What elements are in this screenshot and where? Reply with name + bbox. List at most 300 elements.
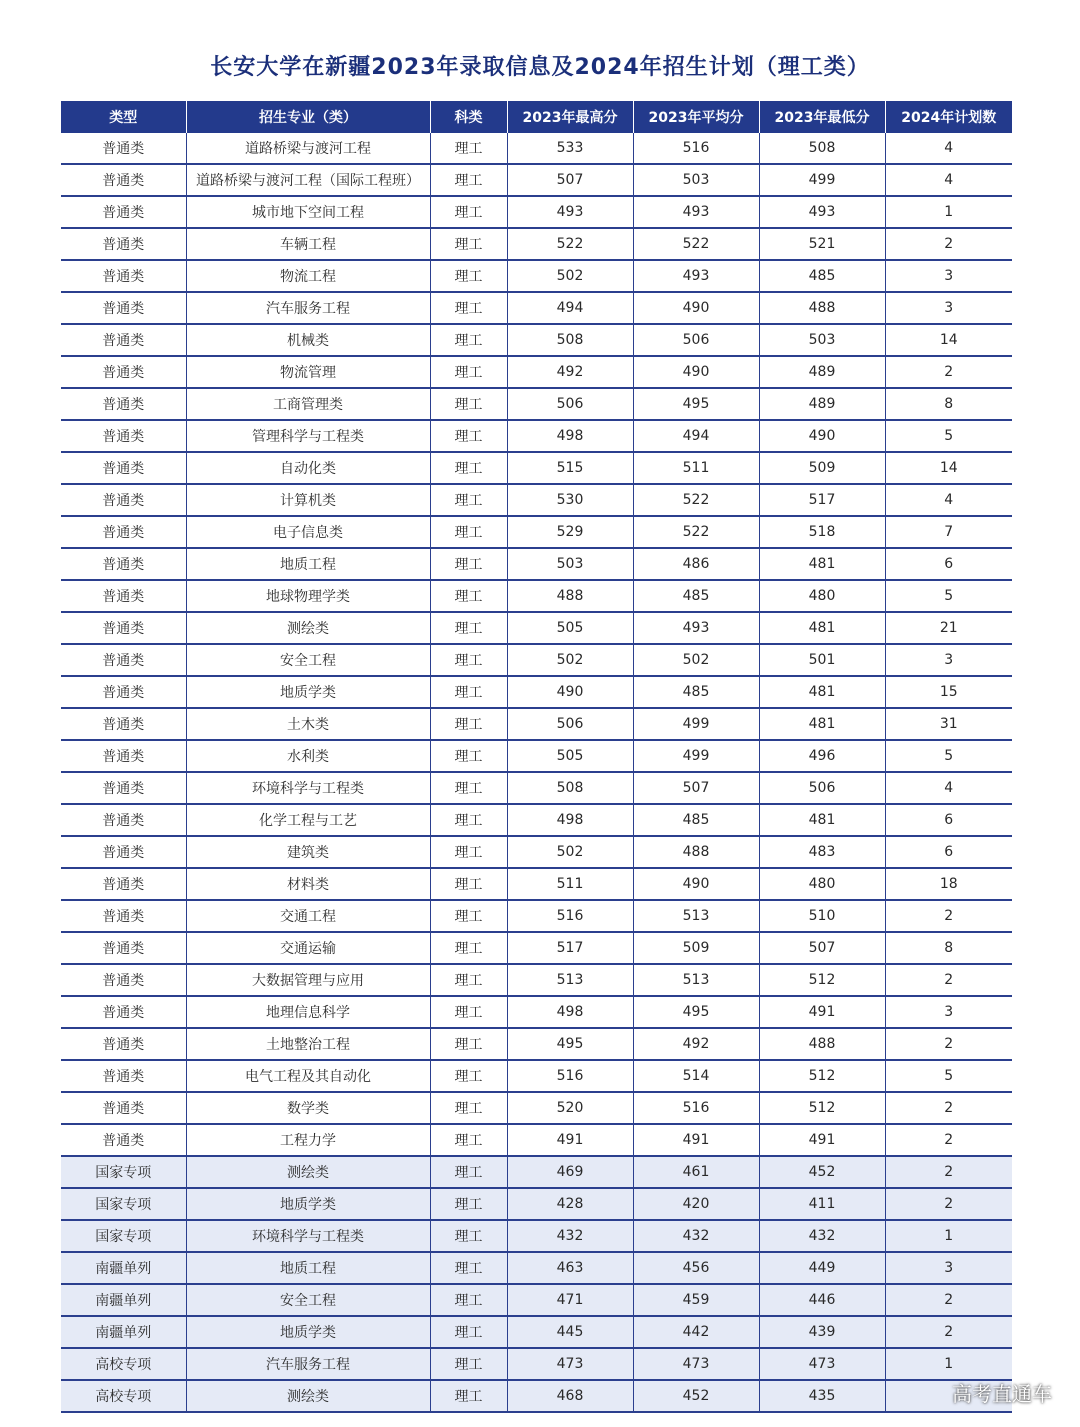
table-cell: 439 <box>759 1316 885 1348</box>
table-cell: 普通类 <box>61 868 186 900</box>
table-cell: 488 <box>759 292 885 324</box>
table-cell: 普通类 <box>61 676 186 708</box>
table-cell: 2 <box>885 1316 1012 1348</box>
table-cell: 3 <box>885 996 1012 1028</box>
table-cell: 491 <box>759 1124 885 1156</box>
table-body <box>61 133 1012 1412</box>
table-cell: 南疆单列 <box>61 1316 186 1348</box>
table-row <box>61 356 1012 388</box>
table-cell: 道路桥梁与渡河工程 <box>186 133 430 164</box>
table-cell: 理工 <box>430 420 507 452</box>
table-cell: 理工 <box>430 1028 507 1060</box>
table-cell: 493 <box>633 260 759 292</box>
table-cell: 理工 <box>430 1060 507 1092</box>
column-header: 2023年最低分 <box>759 101 885 133</box>
table-row <box>61 676 1012 708</box>
table-cell: 国家专项 <box>61 1220 186 1252</box>
table-cell: 481 <box>759 548 885 580</box>
table-cell: 普通类 <box>61 164 186 196</box>
table-cell: 理工 <box>430 708 507 740</box>
table-cell: 理工 <box>430 644 507 676</box>
table-row <box>61 1316 1012 1348</box>
table-cell: 489 <box>759 388 885 420</box>
table-cell: 理工 <box>430 324 507 356</box>
table-cell: 480 <box>759 868 885 900</box>
table-cell: 2 <box>885 1124 1012 1156</box>
table-cell: 普通类 <box>61 740 186 772</box>
table-cell: 452 <box>759 1156 885 1188</box>
table-cell: 513 <box>507 964 633 996</box>
table-cell: 494 <box>507 292 633 324</box>
table-cell: 2 <box>885 1188 1012 1220</box>
table-cell: 490 <box>633 292 759 324</box>
table-cell: 499 <box>633 740 759 772</box>
table-cell: 516 <box>507 900 633 932</box>
table-cell: 496 <box>759 740 885 772</box>
table-cell: 491 <box>633 1124 759 1156</box>
table-cell: 地理信息科学 <box>186 996 430 1028</box>
table-cell: 测绘类 <box>186 1380 430 1412</box>
table-cell: 4 <box>885 133 1012 164</box>
table-cell: 地质工程 <box>186 548 430 580</box>
table-cell: 495 <box>633 388 759 420</box>
table-cell: 普通类 <box>61 420 186 452</box>
table-header <box>61 101 1012 133</box>
table-cell: 445 <box>507 1316 633 1348</box>
table-cell: 理工 <box>430 516 507 548</box>
table-row <box>61 196 1012 228</box>
table-cell: 420 <box>633 1188 759 1220</box>
table-cell: 普通类 <box>61 324 186 356</box>
table-cell: 机械类 <box>186 324 430 356</box>
table-cell: 499 <box>633 708 759 740</box>
table-row <box>61 260 1012 292</box>
table-cell: 522 <box>633 484 759 516</box>
table-cell: 普通类 <box>61 388 186 420</box>
table-cell: 理工 <box>430 964 507 996</box>
table-cell: 理工 <box>430 1124 507 1156</box>
table-cell: 普通类 <box>61 356 186 388</box>
table-cell: 533 <box>507 133 633 164</box>
table-cell: 502 <box>633 644 759 676</box>
table-row <box>61 996 1012 1028</box>
table-cell: 508 <box>507 324 633 356</box>
table-cell: 473 <box>759 1348 885 1380</box>
table-cell: 505 <box>507 740 633 772</box>
table-cell: 理工 <box>430 836 507 868</box>
table-cell: 485 <box>633 676 759 708</box>
table-cell: 理工 <box>430 868 507 900</box>
table-cell: 1 <box>885 1220 1012 1252</box>
table-cell: 513 <box>633 964 759 996</box>
table-cell: 测绘类 <box>186 1156 430 1188</box>
table-cell: 494 <box>633 420 759 452</box>
table-cell: 459 <box>633 1284 759 1316</box>
table-cell: 522 <box>633 228 759 260</box>
table-cell: 463 <box>507 1252 633 1284</box>
table-cell: 485 <box>633 804 759 836</box>
table-cell: 理工 <box>430 996 507 1028</box>
table-cell: 490 <box>507 676 633 708</box>
table-cell: 481 <box>759 612 885 644</box>
table-cell: 516 <box>507 1060 633 1092</box>
table-row <box>61 836 1012 868</box>
table-cell: 国家专项 <box>61 1156 186 1188</box>
table-cell: 理工 <box>430 1188 507 1220</box>
table-row <box>61 580 1012 612</box>
table-cell: 普通类 <box>61 452 186 484</box>
table-row <box>61 644 1012 676</box>
table-cell: 31 <box>885 708 1012 740</box>
table-row <box>61 292 1012 324</box>
table-cell: 493 <box>633 612 759 644</box>
table-cell: 5 <box>885 1060 1012 1092</box>
table-cell: 516 <box>633 1092 759 1124</box>
table-cell: 2 <box>885 228 1012 260</box>
table-row <box>61 1252 1012 1284</box>
table-row <box>61 740 1012 772</box>
table-cell: 普通类 <box>61 836 186 868</box>
table-cell: 1 <box>885 196 1012 228</box>
table-cell: 城市地下空间工程 <box>186 196 430 228</box>
table-cell: 高校专项 <box>61 1380 186 1412</box>
table-row <box>61 804 1012 836</box>
table-cell: 理工 <box>430 133 507 164</box>
table-cell: 普通类 <box>61 580 186 612</box>
table-cell: 452 <box>633 1380 759 1412</box>
table-cell: 485 <box>633 580 759 612</box>
table-cell: 测绘类 <box>186 612 430 644</box>
table-cell: 7 <box>885 516 1012 548</box>
table-cell: 517 <box>507 932 633 964</box>
table-row <box>61 388 1012 420</box>
table-cell: 522 <box>507 228 633 260</box>
column-header: 招生专业（类） <box>186 101 430 133</box>
table-cell: 488 <box>759 1028 885 1060</box>
table-cell: 3 <box>885 644 1012 676</box>
table-cell: 2 <box>885 964 1012 996</box>
table-cell: 18 <box>885 868 1012 900</box>
table-row <box>61 900 1012 932</box>
table-cell: 理工 <box>430 900 507 932</box>
table-cell: 518 <box>759 516 885 548</box>
table-cell: 488 <box>633 836 759 868</box>
table-cell: 521 <box>759 228 885 260</box>
table-cell: 486 <box>633 548 759 580</box>
table-cell: 511 <box>507 868 633 900</box>
table-row <box>61 164 1012 196</box>
table-cell: 普通类 <box>61 1124 186 1156</box>
table-cell: 普通类 <box>61 900 186 932</box>
table-cell: 435 <box>759 1380 885 1412</box>
table-cell: 地质学类 <box>186 1316 430 1348</box>
table-row <box>61 964 1012 996</box>
table-cell: 485 <box>759 260 885 292</box>
table-row <box>61 1284 1012 1316</box>
table-row <box>61 1188 1012 1220</box>
table-cell: 469 <box>507 1156 633 1188</box>
table-cell: 502 <box>507 260 633 292</box>
table-cell: 492 <box>633 1028 759 1060</box>
table-cell: 计算机类 <box>186 484 430 516</box>
table-row <box>61 484 1012 516</box>
table-cell: 道路桥梁与渡河工程（国际工程班） <box>186 164 430 196</box>
table-cell: 503 <box>507 548 633 580</box>
table-cell: 456 <box>633 1252 759 1284</box>
table-cell: 理工 <box>430 1348 507 1380</box>
table-row <box>61 1380 1012 1412</box>
table-cell: 514 <box>633 1060 759 1092</box>
table-cell: 498 <box>507 804 633 836</box>
table-cell: 理工 <box>430 1284 507 1316</box>
table-cell: 电子信息类 <box>186 516 430 548</box>
table-cell: 506 <box>507 708 633 740</box>
table-cell: 交通运输 <box>186 932 430 964</box>
table-cell: 理工 <box>430 1092 507 1124</box>
table-cell: 普通类 <box>61 228 186 260</box>
table-cell: 489 <box>759 356 885 388</box>
table-cell: 理工 <box>430 356 507 388</box>
table-cell: 土地整治工程 <box>186 1028 430 1060</box>
table-cell: 495 <box>633 996 759 1028</box>
table-cell: 理工 <box>430 452 507 484</box>
table-cell: 工商管理类 <box>186 388 430 420</box>
table-cell: 522 <box>633 516 759 548</box>
column-header: 2023年最高分 <box>507 101 633 133</box>
table-cell: 3 <box>885 1252 1012 1284</box>
table-cell: 2 <box>885 1092 1012 1124</box>
table-cell: 473 <box>507 1348 633 1380</box>
table-cell: 4 <box>885 772 1012 804</box>
table-cell: 材料类 <box>186 868 430 900</box>
table-cell: 普通类 <box>61 612 186 644</box>
table-cell: 普通类 <box>61 133 186 164</box>
table-cell: 物流管理 <box>186 356 430 388</box>
table-cell: 安全工程 <box>186 644 430 676</box>
table-cell: 490 <box>759 420 885 452</box>
table-cell: 2 <box>885 900 1012 932</box>
table-cell: 理工 <box>430 548 507 580</box>
table-cell: 普通类 <box>61 772 186 804</box>
table-cell: 498 <box>507 420 633 452</box>
table-cell: 理工 <box>430 612 507 644</box>
table-cell: 理工 <box>430 1220 507 1252</box>
table-cell: 480 <box>759 580 885 612</box>
header-row <box>61 101 1012 133</box>
table-cell: 449 <box>759 1252 885 1284</box>
table-cell: 理工 <box>430 740 507 772</box>
table-row <box>61 324 1012 356</box>
table-cell: 473 <box>633 1348 759 1380</box>
table-row <box>61 612 1012 644</box>
table-cell: 501 <box>759 644 885 676</box>
table-cell: 502 <box>507 644 633 676</box>
table-cell: 490 <box>633 356 759 388</box>
table-row <box>61 1156 1012 1188</box>
watermark: 高考直通车 <box>952 1382 1052 1406</box>
table-cell: 4 <box>885 164 1012 196</box>
table-cell: 工程力学 <box>186 1124 430 1156</box>
table-cell: 15 <box>885 676 1012 708</box>
table-row <box>61 1220 1012 1252</box>
table-cell: 数学类 <box>186 1092 430 1124</box>
table-cell: 普通类 <box>61 996 186 1028</box>
table-cell: 490 <box>633 868 759 900</box>
table-cell: 汽车服务工程 <box>186 292 430 324</box>
table-cell: 5 <box>885 420 1012 452</box>
table-cell: 492 <box>507 356 633 388</box>
table-cell: 普通类 <box>61 260 186 292</box>
table-cell: 498 <box>507 996 633 1028</box>
table-cell: 理工 <box>430 580 507 612</box>
table-cell: 5 <box>885 580 1012 612</box>
table-cell: 理工 <box>430 164 507 196</box>
table-cell: 4 <box>885 484 1012 516</box>
table-cell: 水利类 <box>186 740 430 772</box>
table-cell: 物流工程 <box>186 260 430 292</box>
table-cell: 理工 <box>430 932 507 964</box>
table-cell: 481 <box>759 676 885 708</box>
table-cell: 南疆单列 <box>61 1284 186 1316</box>
table-cell: 理工 <box>430 228 507 260</box>
table-cell: 环境科学与工程类 <box>186 1220 430 1252</box>
table-row <box>61 708 1012 740</box>
table-cell: 508 <box>507 772 633 804</box>
table-cell: 理工 <box>430 772 507 804</box>
table-cell: 481 <box>759 804 885 836</box>
table-row <box>61 548 1012 580</box>
table-cell: 512 <box>759 964 885 996</box>
table-row <box>61 516 1012 548</box>
table-cell: 491 <box>507 1124 633 1156</box>
table-cell: 507 <box>633 772 759 804</box>
table-cell: 理工 <box>430 292 507 324</box>
table-cell: 普通类 <box>61 292 186 324</box>
table-cell: 461 <box>633 1156 759 1188</box>
table-cell: 502 <box>507 836 633 868</box>
table-cell: 14 <box>885 452 1012 484</box>
table-cell: 普通类 <box>61 932 186 964</box>
table-row <box>61 1348 1012 1380</box>
table-cell: 468 <box>507 1380 633 1412</box>
table-row <box>61 228 1012 260</box>
table-row <box>61 1028 1012 1060</box>
table-cell: 普通类 <box>61 1060 186 1092</box>
table-row <box>61 452 1012 484</box>
table-cell: 建筑类 <box>186 836 430 868</box>
table-cell: 管理科学与工程类 <box>186 420 430 452</box>
table-cell: 理工 <box>430 1380 507 1412</box>
table-cell: 1 <box>885 1348 1012 1380</box>
table-cell: 自动化类 <box>186 452 430 484</box>
column-header: 科类 <box>430 101 507 133</box>
table-cell: 理工 <box>430 388 507 420</box>
table-cell: 508 <box>759 133 885 164</box>
table-cell: 车辆工程 <box>186 228 430 260</box>
column-header: 类型 <box>61 101 186 133</box>
table-cell: 471 <box>507 1284 633 1316</box>
page-title: 长安大学在新疆2023年录取信息及2024年招生计划（理工类） <box>210 55 870 80</box>
table-cell: 512 <box>759 1060 885 1092</box>
table-cell: 普通类 <box>61 964 186 996</box>
table-cell: 普通类 <box>61 516 186 548</box>
table-cell: 高校专项 <box>61 1348 186 1380</box>
table-cell: 442 <box>633 1316 759 1348</box>
table-row <box>61 932 1012 964</box>
table-cell: 理工 <box>430 676 507 708</box>
table-cell: 化学工程与工艺 <box>186 804 430 836</box>
table-cell: 411 <box>759 1188 885 1220</box>
table-cell: 3 <box>885 260 1012 292</box>
table-cell: 481 <box>759 708 885 740</box>
table-cell: 6 <box>885 836 1012 868</box>
table-cell: 499 <box>759 164 885 196</box>
table-cell: 理工 <box>430 196 507 228</box>
table-cell: 理工 <box>430 1252 507 1284</box>
table-row <box>61 1060 1012 1092</box>
table-cell: 432 <box>633 1220 759 1252</box>
table-cell: 507 <box>507 164 633 196</box>
table-cell: 2 <box>885 1284 1012 1316</box>
table-cell: 理工 <box>430 484 507 516</box>
table-cell: 14 <box>885 324 1012 356</box>
table-cell: 普通类 <box>61 484 186 516</box>
table-cell: 普通类 <box>61 548 186 580</box>
table-cell: 509 <box>759 452 885 484</box>
table-cell: 511 <box>633 452 759 484</box>
table-cell: 安全工程 <box>186 1284 430 1316</box>
table-row <box>61 1124 1012 1156</box>
table-cell: 南疆单列 <box>61 1252 186 1284</box>
table-cell: 520 <box>507 1092 633 1124</box>
table-cell: 503 <box>759 324 885 356</box>
table-cell: 理工 <box>430 260 507 292</box>
table-cell: 488 <box>507 580 633 612</box>
table-cell: 5 <box>885 740 1012 772</box>
table-cell: 2 <box>885 356 1012 388</box>
table-cell: 3 <box>885 292 1012 324</box>
table-cell: 432 <box>507 1220 633 1252</box>
table-cell: 汽车服务工程 <box>186 1348 430 1380</box>
table-cell: 普通类 <box>61 1092 186 1124</box>
table-row <box>61 420 1012 452</box>
table-cell: 493 <box>507 196 633 228</box>
table-cell: 8 <box>885 388 1012 420</box>
table-cell: 普通类 <box>61 1028 186 1060</box>
column-header: 2023年平均分 <box>633 101 759 133</box>
column-header: 2024年计划数 <box>885 101 1012 133</box>
table-cell: 国家专项 <box>61 1188 186 1220</box>
table-cell: 6 <box>885 804 1012 836</box>
table-cell: 地球物理学类 <box>186 580 430 612</box>
table-cell: 2 <box>885 1156 1012 1188</box>
table-row <box>61 868 1012 900</box>
table-cell: 505 <box>507 612 633 644</box>
table-cell: 493 <box>759 196 885 228</box>
table-cell: 普通类 <box>61 804 186 836</box>
table-cell: 529 <box>507 516 633 548</box>
table-cell: 2 <box>885 1028 1012 1060</box>
table-cell: 446 <box>759 1284 885 1316</box>
table-cell: 电气工程及其自动化 <box>186 1060 430 1092</box>
table-cell: 地质工程 <box>186 1252 430 1284</box>
table-cell: 506 <box>759 772 885 804</box>
table-cell: 普通类 <box>61 708 186 740</box>
table-cell: 517 <box>759 484 885 516</box>
table-cell: 8 <box>885 932 1012 964</box>
table-cell: 515 <box>507 452 633 484</box>
table-cell: 491 <box>759 996 885 1028</box>
